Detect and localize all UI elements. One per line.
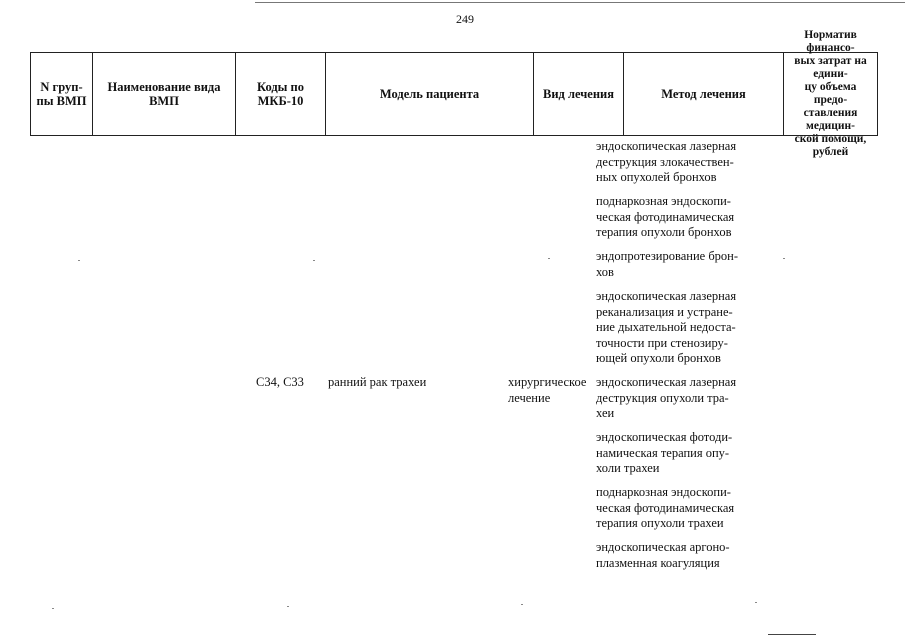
scan-speck: [287, 606, 289, 607]
header-treatment-type: Вид лечения: [534, 53, 624, 135]
table-header: [30, 29, 878, 158]
header-group-number: N груп- пы ВМП: [31, 53, 93, 135]
scan-speck: [755, 602, 757, 603]
scan-speck: [313, 260, 315, 261]
header-vmp-name: Наименование вида ВМП: [93, 53, 236, 135]
header-patient-model: Модель пациента: [326, 53, 534, 135]
header-treatment-method: Метод лечения: [624, 53, 784, 135]
page-number: 249: [456, 12, 474, 26]
header-icd-codes: Коды по МКБ-10: [236, 53, 326, 135]
scan-speck: [548, 258, 550, 259]
method-item: эндоскопическая лазерная деструкция опухоли тра- хеи: [596, 375, 737, 420]
method-item: поднаркозная эндоскопи- ческая фотодинамическая терапия опухоли бронхов: [596, 194, 735, 239]
header-cost-norm: Норматив финансо- вых затрат на едини- цу объема предо- ставления медицин- ской помощи, рублей: [794, 29, 867, 158]
top-rule: [255, 2, 905, 3]
scan-speck: [521, 604, 523, 605]
method-item: поднаркозная эндоскопи- ческая фотодинамическая терапия опухоли трахеи: [596, 485, 735, 530]
method-item: эндопротезирование брон- хов: [596, 249, 739, 279]
method-item: эндоскопическая фотоди- намическая терапия опу- холи трахеи: [596, 430, 733, 475]
scan-speck: [783, 258, 785, 259]
scan-speck: [78, 260, 80, 261]
patient-model-cell: ранний рак трахеи: [328, 375, 427, 389]
treatment-type-cell: хирургическое лечение: [508, 375, 587, 405]
scan-speck: [52, 608, 54, 609]
method-item: эндоскопическая аргоно- плазменная коагуляция: [596, 540, 730, 570]
method-item: эндоскопическая лазерная деструкция злокачествен- ных опухолей бронхов: [596, 139, 737, 184]
icd-codes-cell: C34, C33: [256, 375, 304, 389]
corner-rule: [768, 634, 816, 635]
method-item: эндоскопическая лазерная реканализация и устране- ние дыхательной недоста- точности при стенозиру- ющей опухоли бронхов: [596, 289, 737, 365]
